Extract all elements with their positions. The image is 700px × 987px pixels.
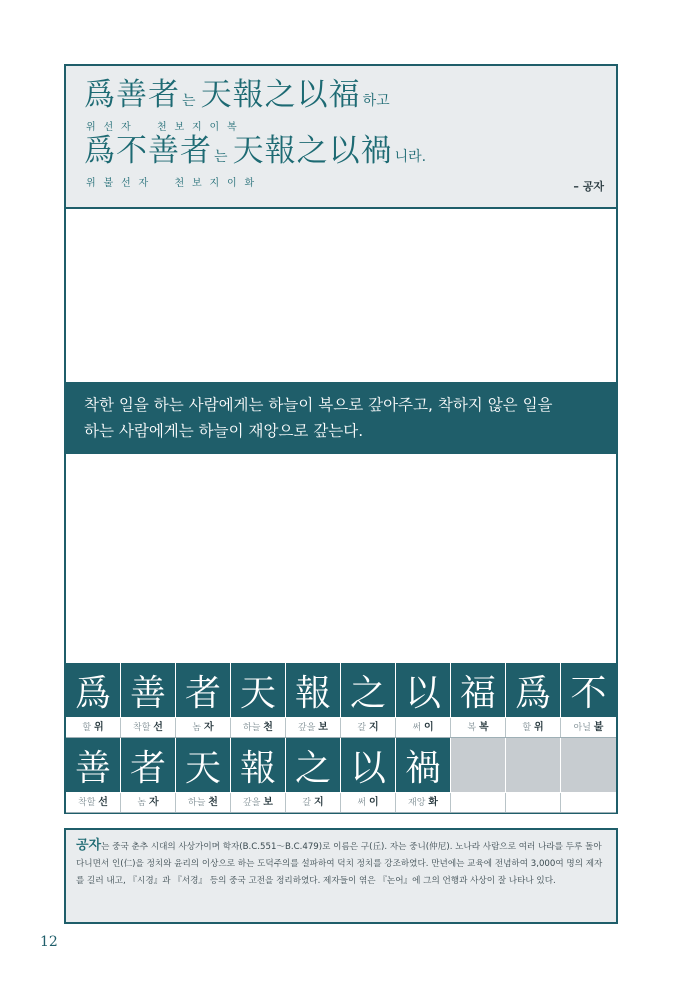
hanja-cell: 者 <box>121 738 176 792</box>
hanja-sound: 자 <box>203 722 214 733</box>
hanja-cell: 之 <box>341 663 396 717</box>
hanja-cell: 爲 <box>506 663 561 717</box>
hanja-meaning: 아닐 <box>573 723 591 733</box>
empty-label-cell <box>561 793 616 812</box>
hanja-label <box>231 793 286 812</box>
hanja-sound: 지 <box>313 797 324 808</box>
hanja-sound: 선 <box>98 797 108 808</box>
empty-practice-cell <box>561 738 616 792</box>
hanja-meaning: 놈 <box>192 723 202 733</box>
hanja-label <box>286 718 341 737</box>
hanja-meaning: 갈 <box>302 798 312 808</box>
hanja-cell: 福 <box>451 663 506 717</box>
grid-row-2-characters <box>66 738 616 792</box>
quote-line-1-suffix: 하고 <box>362 93 390 109</box>
hanja-cell: 天 <box>231 663 286 717</box>
hanja-sound: 천 <box>263 722 273 733</box>
hanja-label <box>66 793 121 812</box>
hanja-meaning: 착할 <box>133 723 151 733</box>
author-note-box <box>64 828 618 924</box>
hanja-cell: 不 <box>561 663 616 717</box>
quote-line-2 <box>84 132 426 170</box>
grid-row-1-labels <box>66 717 616 738</box>
hanja-sound: 이 <box>423 722 434 733</box>
hanja-cell: 以 <box>396 663 451 717</box>
hanja-meaning: 착할 <box>78 798 96 808</box>
quote-line-1 <box>84 76 390 114</box>
hanja-meaning: 복 <box>467 723 477 733</box>
empty-label-cell <box>506 793 561 812</box>
hanja-meaning: 하늘 <box>243 723 261 733</box>
quote-line-2-particle: 는 <box>214 149 228 165</box>
hanja-label <box>176 793 231 812</box>
translation-line-1: 착한 일을 하는 사람에게는 하늘이 복으로 갚아주고, 착하지 않은 일을 <box>84 396 553 414</box>
hanja-meaning: 갚을 <box>298 723 316 733</box>
empty-practice-cell <box>451 738 506 792</box>
hanja-sound: 위 <box>533 722 544 733</box>
hanja-label <box>341 793 396 812</box>
practice-frame <box>64 64 618 814</box>
hanja-cell: 天 <box>176 738 231 792</box>
quote-line-1-reading: 위 선 자 천 보 지 이 복 <box>86 122 238 133</box>
hanja-meaning: 하늘 <box>188 798 206 808</box>
note-term: 공자 <box>76 838 102 853</box>
translation-line-2: 하는 사람에게는 하늘이 재앙으로 갚는다. <box>84 422 364 440</box>
quote-line-1-hanja-2: 天報之以福 <box>200 77 361 113</box>
hanja-sound: 천 <box>208 797 218 808</box>
hanja-meaning: 할 <box>82 723 92 733</box>
hanja-label <box>396 718 451 737</box>
hanja-cell: 報 <box>286 663 341 717</box>
hanja-label <box>121 718 176 737</box>
hanja-meaning: 놈 <box>137 798 147 808</box>
hanja-label <box>341 718 396 737</box>
hanja-label <box>286 793 341 812</box>
hanja-cell: 禍 <box>396 738 451 792</box>
hanja-label <box>396 793 451 812</box>
hanja-meaning: 할 <box>522 723 532 733</box>
hanja-meaning: 재앙 <box>408 798 426 808</box>
hanja-sound: 선 <box>153 722 163 733</box>
quote-line-2-suffix: 니라. <box>394 149 427 165</box>
hanja-sound: 화 <box>428 797 438 808</box>
hanja-cell: 善 <box>66 738 121 792</box>
hanja-meaning: 써 <box>412 723 422 733</box>
quote-line-1-hanja: 爲善者 <box>84 77 180 113</box>
quote-line-2-hanja: 爲不善者 <box>84 133 212 169</box>
hanja-sound: 보 <box>318 722 328 733</box>
quote-author: – 공자 <box>573 180 604 193</box>
hanja-meaning: 갚을 <box>243 798 261 808</box>
hanja-sound: 보 <box>263 797 273 808</box>
hanja-label <box>451 718 506 737</box>
hanja-label <box>231 718 286 737</box>
quote-panel <box>66 66 616 209</box>
hanja-meaning: 써 <box>357 798 367 808</box>
hanja-cell: 者 <box>176 663 231 717</box>
note-text: 는 중국 춘추 시대의 사상가이며 학자(B.C.551～B.C.479)로 이름은 구(丘). 자는 중니(仲尼). 노나라 사람으로 여러 나라를 두루 돌아다니면서 인(仁)을 정치와 윤리의 이상으로 하는 도덕주의를 설파하여 덕치 정치를 강조하였다. 만년에는 교육에 전념하여 3,000여 명의 제자를 길러 내고, 『시경』과 『서경』 등의 중국 고전을 정리하였다. 제자들이 엮은 『논어』에 그의 언행과 사상이 잘 나타나 있다. <box>76 842 603 886</box>
quote-line-2-hanja-2: 天報之以禍 <box>232 133 393 169</box>
empty-label-cell <box>451 793 506 812</box>
hanja-label <box>561 718 616 737</box>
hanja-label <box>66 718 121 737</box>
hanja-sound: 복 <box>478 722 489 733</box>
hanja-label <box>506 718 561 737</box>
hanja-cell: 以 <box>341 738 396 792</box>
hanja-sound: 지 <box>368 722 379 733</box>
quote-line-1-particle: 는 <box>182 93 196 109</box>
hanja-cell: 之 <box>286 738 341 792</box>
hanja-label <box>121 793 176 812</box>
grid-row-1-characters <box>66 663 616 717</box>
translation-band <box>66 382 616 454</box>
hanja-sound: 이 <box>368 797 379 808</box>
hanja-practice-grid <box>66 663 616 813</box>
grid-row-2-labels <box>66 792 616 813</box>
quote-line-2-reading: 위 불 선 자 천 보 지 이 화 <box>86 178 255 189</box>
hanja-sound: 위 <box>93 722 104 733</box>
hanja-cell: 爲 <box>66 663 121 717</box>
hanja-sound: 불 <box>593 722 604 733</box>
hanja-meaning: 갈 <box>357 723 367 733</box>
hanja-sound: 자 <box>148 797 159 808</box>
empty-practice-cell <box>506 738 561 792</box>
page-number: 12 <box>40 934 58 950</box>
hanja-label <box>176 718 231 737</box>
hanja-cell: 善 <box>121 663 176 717</box>
hanja-cell: 報 <box>231 738 286 792</box>
